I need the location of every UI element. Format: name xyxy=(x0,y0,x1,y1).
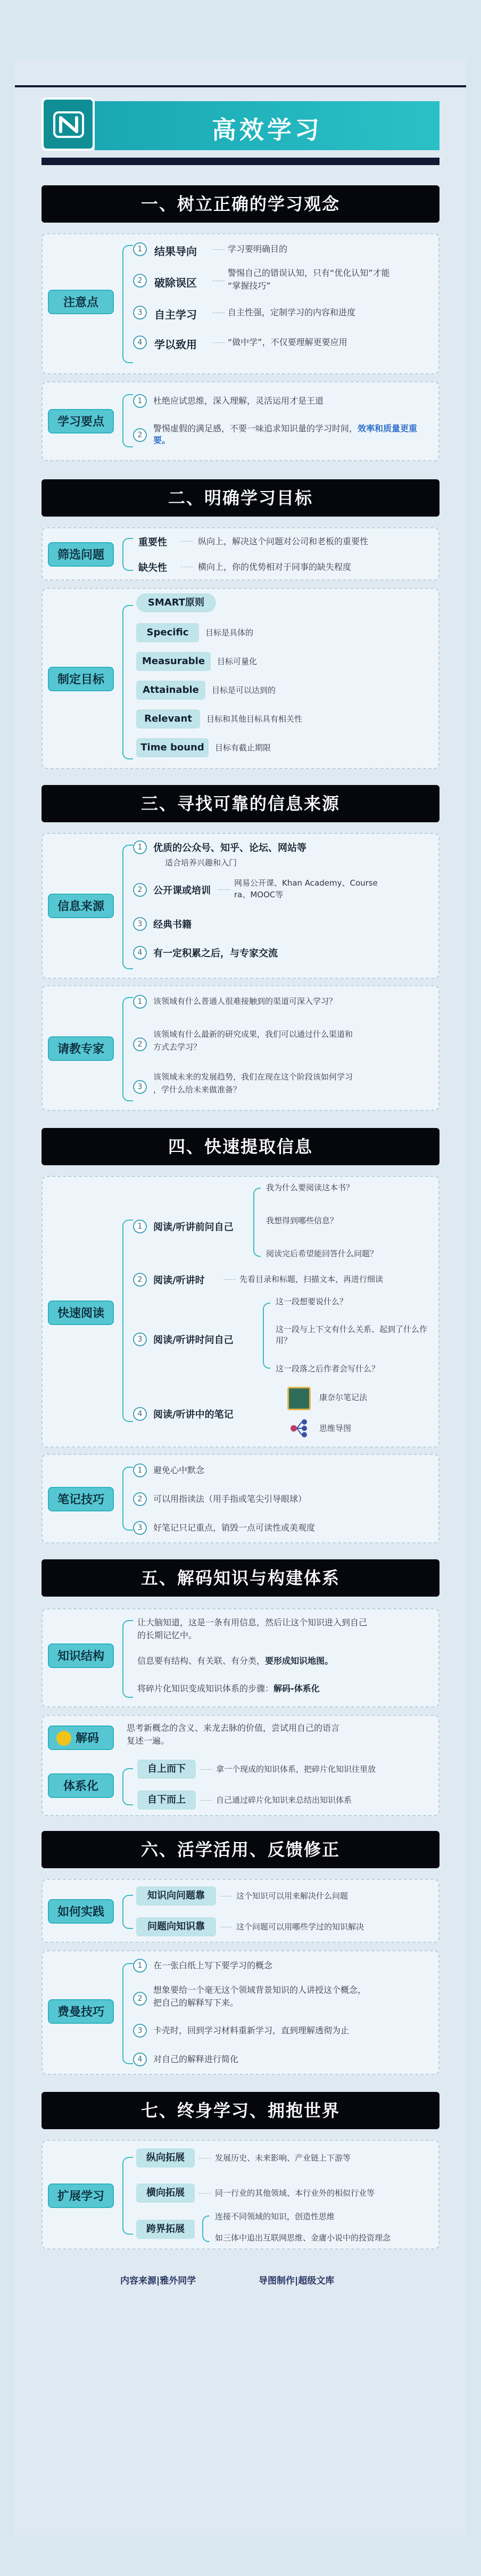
section-title-7: 七、终身学习、拥抱世界 xyxy=(42,2092,439,2129)
tip-text: 可以用指读法（用手指或笔尖引导眼球） xyxy=(153,1494,307,1504)
filter-desc: 纵向上，解决这个问题对公司和老板的重要性 xyxy=(198,536,369,546)
connector xyxy=(200,1769,212,1770)
extend-desc: 同一行业的其他领域、本行业外的相似行业等 xyxy=(215,2188,375,2198)
extend-desc: 发展历史、未来影响、产业链上下游等 xyxy=(215,2153,351,2163)
source-label: 优质的公众号、知乎、论坛、网站等 xyxy=(153,843,306,854)
panel-note-tips xyxy=(42,1454,439,1543)
section-title-6: 六、活学活用、反馈修正 xyxy=(42,1831,439,1868)
tag-key-points: 学习要点 xyxy=(48,409,114,434)
item-label: 自主学习 xyxy=(154,308,197,321)
system-desc: 拿一个现成的知识体系，把碎片化知识往里放 xyxy=(216,1764,376,1774)
bracket xyxy=(122,2157,133,2235)
step-sub: 我想得到哪些信息？ xyxy=(266,1216,338,1225)
item-number: 1 xyxy=(133,242,147,256)
extend-desc-line: 连接不同领域的知识，创造性思维 xyxy=(215,2212,335,2221)
source-desc-line: 网易公开课、Khan Academy、Course xyxy=(234,878,378,888)
panel-key-points xyxy=(42,381,439,461)
footer-maker: 导图制作|超级文库 xyxy=(259,2276,335,2286)
tag-extend: 扩展学习 xyxy=(48,2184,114,2208)
extend-item: 跨界拓展 xyxy=(136,2220,195,2239)
item-label: 结果导向 xyxy=(154,245,197,258)
item-number: 2 xyxy=(133,274,147,288)
feynman-text-line: 把自己的解释写下来。 xyxy=(153,1998,239,2008)
mindmap-logo-icon xyxy=(53,111,84,138)
step-sub: 我为什么要阅读这本书？ xyxy=(266,1183,354,1192)
mindmap-icon xyxy=(289,1418,309,1439)
key-point-text: 杜绝应试思维，深入理解，灵活运用才是王道 xyxy=(153,396,324,406)
item-number: 4 xyxy=(133,2052,147,2066)
source-label: 公开课或培训 xyxy=(153,885,211,896)
tag-expert: 请教专家 xyxy=(48,1036,114,1061)
item-number: 2 xyxy=(133,428,147,442)
item-number: 1 xyxy=(133,394,147,408)
bracket xyxy=(122,1895,133,1929)
item-number: 2 xyxy=(133,1037,147,1051)
notebook-icon xyxy=(287,1387,311,1410)
tag-fast-reading: 快速阅读 xyxy=(48,1301,114,1325)
question-text-line: ，学什么给未来做准备？ xyxy=(153,1085,242,1094)
item-number: 3 xyxy=(133,2024,147,2038)
bracket xyxy=(122,538,133,571)
panel-filter xyxy=(42,527,439,580)
item-number: 4 xyxy=(133,1407,147,1421)
question-text: 该领域有什么普通人很难接触到的渠道可深入学习？ xyxy=(153,996,337,1006)
step-label: 阅读/听讲时问自己 xyxy=(153,1335,234,1346)
source-label: 有一定积累之后，与专家交流 xyxy=(153,948,278,959)
tag-attention: 注意点 xyxy=(48,290,114,314)
tag-system: 体系化 xyxy=(48,1773,114,1798)
smart-item: Measurable xyxy=(136,652,211,671)
connector xyxy=(213,249,225,250)
step-label: 阅读/听讲中的笔记 xyxy=(153,1409,234,1420)
top-rule-thick xyxy=(15,85,466,87)
filter-desc: 横向上，你的优势相对于同事的缺失程度 xyxy=(198,562,352,572)
item-desc: “做中学”，不仅要理解更要应用 xyxy=(228,337,347,347)
question-text-line: 该领域有什么最新的研究成果，我们可以通过什么渠道和 xyxy=(153,1029,353,1039)
connector xyxy=(181,541,193,542)
item-number: 2 xyxy=(133,1992,147,2006)
step-sub: 这一段与上下文有什么关系、起到了什么作用？ xyxy=(276,1324,428,1345)
connector xyxy=(223,1279,235,1280)
extend-item: 纵向拓展 xyxy=(136,2148,195,2168)
title-underline xyxy=(42,158,439,165)
structure-line: 让大脑知道，这是一条有用信息，然后让这个知识进入到自己 xyxy=(137,1617,368,1628)
smart-desc: 目标是可以达到的 xyxy=(212,685,276,695)
step-label: 阅读/听讲时 xyxy=(153,1275,205,1286)
logo xyxy=(42,97,95,151)
page-title: 高效学习 xyxy=(212,116,322,144)
question-text-line: 该领域未来的发展趋势，我们在现在这个阶段该如何学习 xyxy=(153,1072,353,1082)
tag-decode: 解码 xyxy=(48,1725,114,1750)
practice-desc: 这个问题可以用哪些学过的知识解决 xyxy=(236,1922,364,1932)
panel-fast-reading xyxy=(42,1176,439,1448)
step-sub: 思维导图 xyxy=(319,1424,352,1433)
practice-desc: 这个知识可以用来解决什么问题 xyxy=(236,1891,349,1901)
step-desc: 先看目录和标题，扫描文本，再进行细读 xyxy=(239,1274,384,1284)
item-label: 破除误区 xyxy=(154,276,197,289)
system-item: 自上而下 xyxy=(137,1760,196,1779)
bracket xyxy=(263,1303,270,1369)
filter-label: 缺失性 xyxy=(138,562,167,574)
bracket xyxy=(122,1768,133,1805)
section-title-4: 四、快速提取信息 xyxy=(42,1128,439,1165)
tag-feynman: 费曼技巧 xyxy=(48,1999,114,2024)
decode-line: 思考新概念的含义、来龙去脉的价值，尝试用自己的语言 xyxy=(127,1723,340,1733)
tag-filter: 筛选问题 xyxy=(48,542,114,567)
extend-desc-line: 如三体中追出互联网思维、金庸小说中的投资理念 xyxy=(215,2233,391,2243)
lightbulb-icon xyxy=(56,1731,71,1746)
source-desc-line: ra、MOOC等 xyxy=(234,890,284,899)
item-number: 2 xyxy=(133,1273,147,1287)
item-number: 1 xyxy=(133,995,147,1009)
bracket xyxy=(253,1188,261,1257)
structure-line: 将碎片化知识变成知识体系的步骤：解码-体系化 xyxy=(137,1683,320,1694)
panel-sources xyxy=(42,833,439,979)
bracket xyxy=(122,997,133,1101)
tag-practice: 如何实践 xyxy=(48,1899,114,1924)
panel-extend xyxy=(42,2140,439,2250)
item-number: 1 xyxy=(133,840,147,854)
extend-item: 横向拓展 xyxy=(136,2184,195,2203)
connector xyxy=(199,2193,211,2194)
feynman-text: 在一张白纸上写下要学习的概念 xyxy=(153,1960,273,1970)
question-text-line: 方式去学习？ xyxy=(153,1042,202,1052)
bracket xyxy=(122,605,133,759)
step-sub: 这一段落之后作者会写什么？ xyxy=(276,1364,380,1373)
item-number: 4 xyxy=(133,946,147,960)
bracket xyxy=(122,245,133,363)
item-number: 2 xyxy=(133,883,147,897)
bracket xyxy=(122,1963,133,2064)
smart-desc: 目标可量化 xyxy=(217,657,258,666)
item-number: 3 xyxy=(133,1521,147,1535)
item-number: 1 xyxy=(133,1463,147,1477)
smart-item: Specific xyxy=(136,623,199,642)
source-label: 经典书籍 xyxy=(153,919,192,930)
item-label: 学以致用 xyxy=(154,338,197,351)
item-desc-line: 警惕自己的错误认知，只有“优化认知”才能 xyxy=(228,268,390,278)
item-desc-line: “掌握技巧” xyxy=(228,281,271,291)
tip-text: 好笔记只记重点，销毁一点可读性或美观度 xyxy=(153,1523,316,1533)
item-desc: 自主性强，定制学习的内容和进度 xyxy=(228,307,356,317)
system-item: 自下而上 xyxy=(137,1790,196,1810)
section-title-5: 五、解码知识与构建体系 xyxy=(42,1559,439,1597)
section-title-3: 三、寻找可靠的信息来源 xyxy=(42,785,439,822)
tip-text: 避免心中默念 xyxy=(153,1465,205,1475)
source-sub: 适合培养兴趣和入门 xyxy=(165,858,237,868)
panel-structure xyxy=(42,1608,439,1707)
connector xyxy=(218,889,230,890)
title-bar xyxy=(95,101,439,150)
practice-item: 问题向知识靠 xyxy=(136,1917,216,1936)
step-label: 阅读/听讲前问自己 xyxy=(153,1222,234,1233)
structure-line: 的长期记忆中。 xyxy=(137,1630,197,1640)
structure-line: 信息要有结构、有关联、有分类，要形成知识地图。 xyxy=(137,1656,334,1666)
item-number: 3 xyxy=(133,917,147,931)
section-title-1: 一、树立正确的学习观念 xyxy=(42,185,439,223)
panel-goals xyxy=(42,588,439,769)
feynman-text: 卡壳时，回到学习材料重新学习，直到理解透彻为止 xyxy=(153,2025,350,2035)
tag-structure: 知识结构 xyxy=(48,1643,114,1668)
system-desc: 自己通过碎片化知识来总结出知识体系 xyxy=(216,1795,352,1805)
smart-desc: 目标有截止期限 xyxy=(215,743,271,753)
bracket xyxy=(122,845,133,969)
item-number: 1 xyxy=(133,1959,147,1973)
practice-item: 知识向问题靠 xyxy=(136,1886,216,1906)
panel-feynman xyxy=(42,1950,439,2075)
item-number: 3 xyxy=(133,1080,147,1094)
item-number: 4 xyxy=(133,336,147,349)
connector xyxy=(200,1800,212,1801)
item-number: 3 xyxy=(133,306,147,320)
bracket xyxy=(122,394,133,447)
smart-desc: 目标是具体的 xyxy=(205,628,254,637)
item-desc: 学习要明确目的 xyxy=(228,244,288,254)
step-sub: 阅读完后希望能回答什么问题？ xyxy=(266,1249,378,1258)
bracket xyxy=(122,1620,133,1698)
tag-sources: 信息来源 xyxy=(48,894,114,918)
smart-label: SMART原则 xyxy=(136,593,216,612)
smart-desc: 目标和其他目标具有相关性 xyxy=(206,714,303,724)
smart-item: Relevant xyxy=(136,709,200,729)
connector xyxy=(213,342,225,343)
smart-item: Attainable xyxy=(136,681,205,700)
feynman-text: 对自己的解释进行简化 xyxy=(153,2054,239,2064)
panel-decode xyxy=(42,1715,439,1816)
decode-line: 复述一遍。 xyxy=(127,1736,170,1746)
key-point-text: 警惕虚假的满足感，不要一味追求知识量的学习时间，效率和质量更重要。 xyxy=(153,423,418,445)
panel-expert xyxy=(42,985,439,1111)
step-sub: 康奈尔笔记法 xyxy=(319,1393,368,1402)
bracket xyxy=(122,1220,133,1422)
item-number: 2 xyxy=(133,1492,147,1506)
item-number: 3 xyxy=(133,1332,147,1346)
panel-attention xyxy=(42,233,439,374)
bracket xyxy=(202,2215,210,2242)
smart-item: Time bound xyxy=(136,738,209,757)
feynman-text-line: 想象要给一个毫无这个领域背景知识的人讲授这个概念， xyxy=(153,1985,367,1995)
step-sub: 这一段想要说什么？ xyxy=(276,1297,348,1306)
tag-goals: 制定目标 xyxy=(48,667,114,691)
panel-practice xyxy=(42,1879,439,1943)
tag-note-tips: 笔记技巧 xyxy=(48,1487,114,1511)
footer-source: 内容来源|雅外同学 xyxy=(120,2276,196,2286)
item-number: 1 xyxy=(133,1220,147,1233)
section-title-2: 二、明确学习目标 xyxy=(42,479,439,517)
filter-label: 重要性 xyxy=(138,537,167,548)
bracket xyxy=(122,1467,133,1531)
